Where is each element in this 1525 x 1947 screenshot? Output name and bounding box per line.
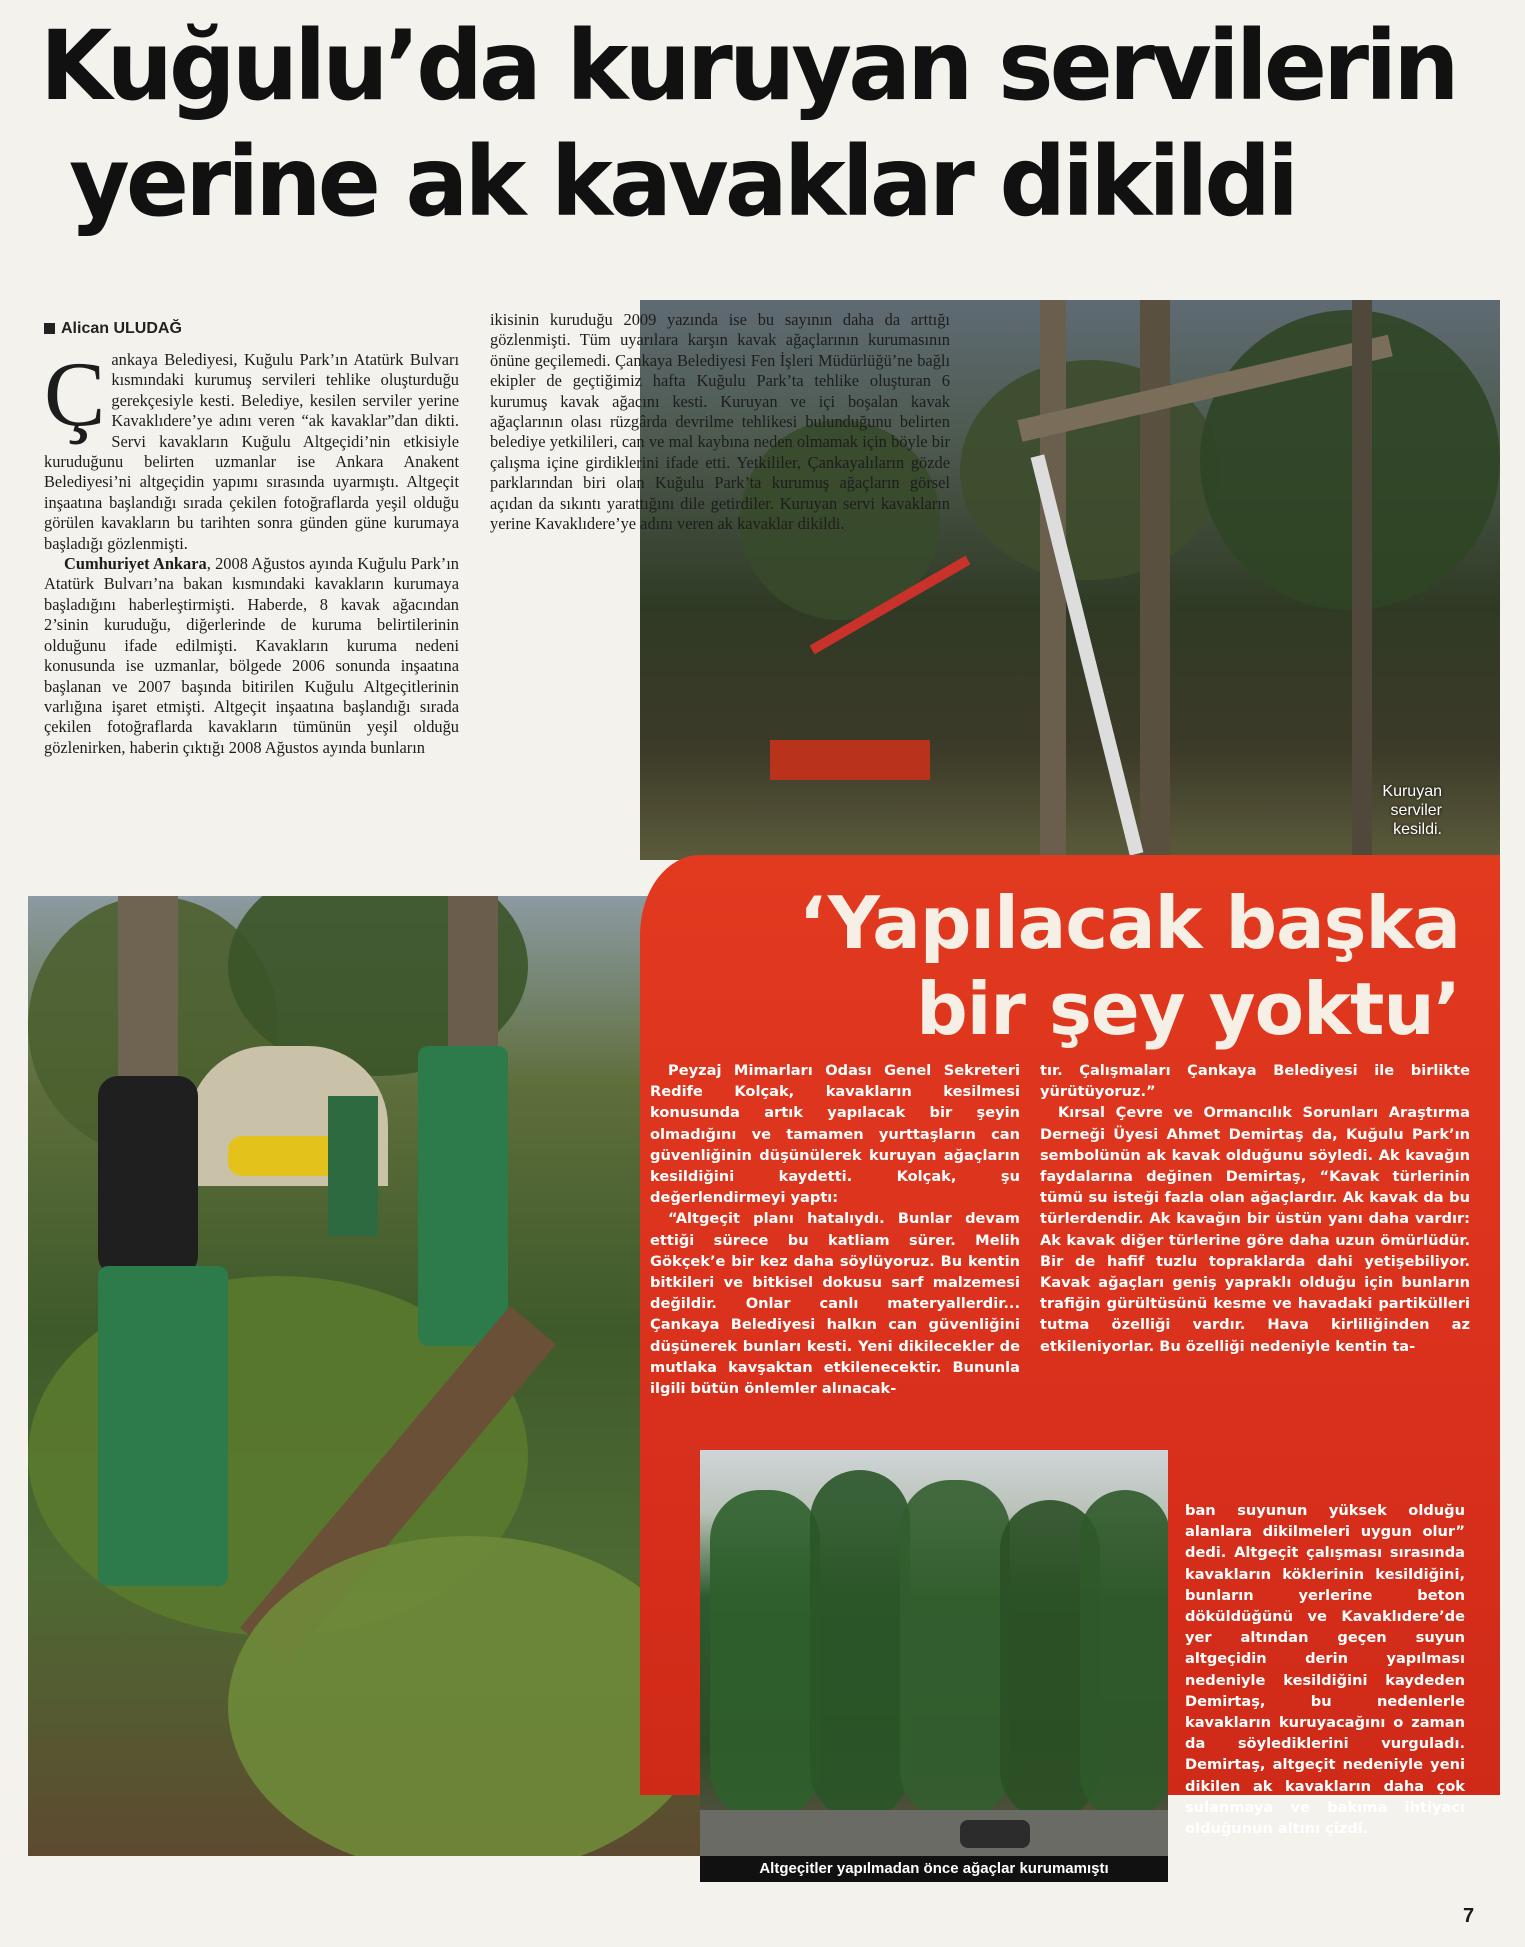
sidebar-paragraph-5: ban suyunun yüksek olduğu alanlara dikilmeleri uygun olur” dedi. Altgeçit çalışması sırasında kavakların köklerinin kesildiğini, bunların yerlerine beton döküldüğünü ve Kavaklıdere’de yer altından geçen suyun altgeçidin derin yapılması nedeniyle kesildiğini kaydeden Demirtaş, bu nedenlerle kavakların kuruyacağını o zaman da söylediklerini vurguladı. Demirtaş, altgeçit nedeniyle yeni dikilen ak kavakların daha çok sulanmaya ve bakıma ihtiyacı olduğunun altını çizdi. (1185, 1502, 1465, 1838)
article-paragraph-1 (44, 343, 459, 554)
pull-quote-line-1: ‘Yapılacak başka (798, 881, 1460, 965)
photo-bottom-caption: Altgeçitler yapılmadan önce ağaçlar kurumamıştı (700, 1856, 1168, 1882)
byline (44, 320, 182, 338)
sidebar-column-2 (1040, 1060, 1470, 1357)
photo-workers-park (28, 896, 728, 1856)
page-number: 7 (1463, 1905, 1475, 1927)
pull-quote (660, 880, 1460, 1052)
headline-line-1: Kuğulu’da kuruyan servilerin (40, 10, 1456, 122)
photo-green-poplars (700, 1450, 1168, 1870)
sidebar-paragraph-1: Peyzaj Mimarları Odası Genel Sekreteri Redife Kolçak, kavakların kesilmesi konusunda artık yapılacak bir şeyin olmadığını ve tamamen yurttaşların can güvenliğinin düşünülerek kuruyan ağaçların kesildiğini kaydetti. Kolçak, şu değerlendirmeyi yaptı: (650, 1062, 1020, 1207)
headline-line-2: yerine ak kavaklar dikildi (69, 126, 1296, 238)
drop-cap: Ç (44, 343, 106, 445)
sidebar-paragraph-3: tır. Çalışmaları Çankaya Belediyesi ile birlikte yürütüyoruz.” (1040, 1062, 1470, 1101)
headline (40, 8, 1456, 240)
sidebar-paragraph-4: Kırsal Çevre ve Ormancılık Sorunları Araştırma Derneği Üyesi Ahmet Demirtaş da, Kuğulu Park’ın sembolünün ak kavak olduğunu söyledi. Ak kavağın faydalarına değinen Demirtaş, “Kavak türlerinin tümü su isteği fazla olan ağaçlardır. Ak kavak da bu türlerdendir. Ak kavağın bir üstün yanı daha vardır: Ak kavak diğer türlerine göre daha uzun ömürlüdür. Bir de hafif tuzlu topraklarda dahi yetişebiliyor. Kavak ağaçları geniş yapraklı olduğu için bunların trafiğin gürültüsünü kesme ve havadaki partikülleri tutma özelliği vardır. Hava kirliliğinden az etkileniyorlar. Bu özelliği nedeniyle kentin ta- (1040, 1104, 1470, 1355)
article-paragraph-3: ikisinin kuruduğu 2009 yazında ise bu sayının daha da arttığı gözlenmişti. Tüm uyarılara karşın kavak ağaçlarının kurumasının önüne geçilemedi. Çankaya Belediyesi Fen İşleri Müdürlüğü’ne bağlı ekipler de geçtiğimiz hafta Kuğulu Park’ta tehlike oluşturan 6 kurumuş kavak ağacını kesti. Kuruyan ve içi boşalan kavak ağaçlarının olası rüzgârda devrilme tehlikesi bulunduğunu belirten belediye yetkilileri, can ve mal kaybına neden olmamak için böyle bir çalışma içine girdiklerini ifade etti. Yetkililer, Çankayalıların gözde parklarından biri olan Kuğulu Park’ta kurumuş ağaçların görsel açıdan da sıkıntı yarattığını dile getirdiler. Kuruyan servi kavakların yerine Kavaklıdere’ye adını veren ak kavaklar dikildi. (490, 310, 950, 534)
pull-quote-line-2: bir şey yoktu’ (916, 967, 1460, 1051)
article-paragraph-2-text: , 2008 Ağustos ayında Kuğulu Park’ın Atatürk Bulvarı’na bakan kısmındaki kavakların kurumaya başladığını haberleştirmişti. Haberde, 8 kavak ağacından 2’sinin kuruduğu, diğerlerinde de kuruma belirtilerinin olduğunu ifade edilmişti. Kavakların kuruma nedeni konusunda ise uzmanlar, bölgede 2006 sonunda inşaatına başlanan ve 2007 başında bitirilen Kuğulu Altgeçitlerinin varlığına işaret etmişti. Altgeçit inşaatına başlandığı sırada çekilen fotoğraflarda kavakların tümünün yeşil olduğu gözlenirken, haberin çıktığı 2008 Ağustos ayında bunların (44, 554, 459, 757)
sidebar-column-1 (650, 1060, 1020, 1399)
article-column-1 (44, 343, 459, 758)
byline-author: Alican ULUDAĞ (61, 320, 182, 337)
byline-square-icon (44, 323, 55, 334)
photo-top-caption: Kuruyan serviler kesildi. (1382, 783, 1442, 838)
sidebar-paragraph-2: “Altgeçit planı hatalıydı. Bunlar devam ettiği sürece bu katliam sürer. Melih Gökçek’e bir kez daha söylüyoruz. Bu kentin bitkileri ve bitkisel dokusu sarf malzemesi değildir. Onlar canlı materyallerdir... Çankaya Belediyesi halkın can güvenliğini düşünerek bunları kesti. Yeni dikilecekler de mutlaka kavşaktan etkilenecektir. Bununla ilgili bütün önlemler alınacak- (650, 1210, 1020, 1398)
article-paragraph-2-lead: Cumhuriyet Ankara (64, 554, 207, 574)
sidebar-column-3 (1185, 1500, 1465, 1839)
article-column-2 (490, 310, 950, 534)
article-paragraph-2 (44, 554, 459, 758)
article-paragraph-1-text: ankaya Belediyesi, Kuğulu Park’ın Atatürk Bulvarı kısmındaki kurumuş servileri tehlike oluşturduğu gerekçesiyle kesti. Belediye, kesilen serviler yerine Kavaklıdere’ye adını veren “ak kavaklar”dan dikti. Servi kavakların Kuğulu Altgeçidi’nin etkisiyle kuruduğunu belirten uzmanlar ise Ankara Anakent Belediyesi’ni altgeçidin yapımı sırasında uyarmıştı. Altgeçit inşaatına başlandığı sırada çekilen fotoğraflarda yeşil olduğu görülen kavakların bu tarihten sonra günden güne kurumaya başladığı gözlenmişti. (44, 350, 459, 553)
